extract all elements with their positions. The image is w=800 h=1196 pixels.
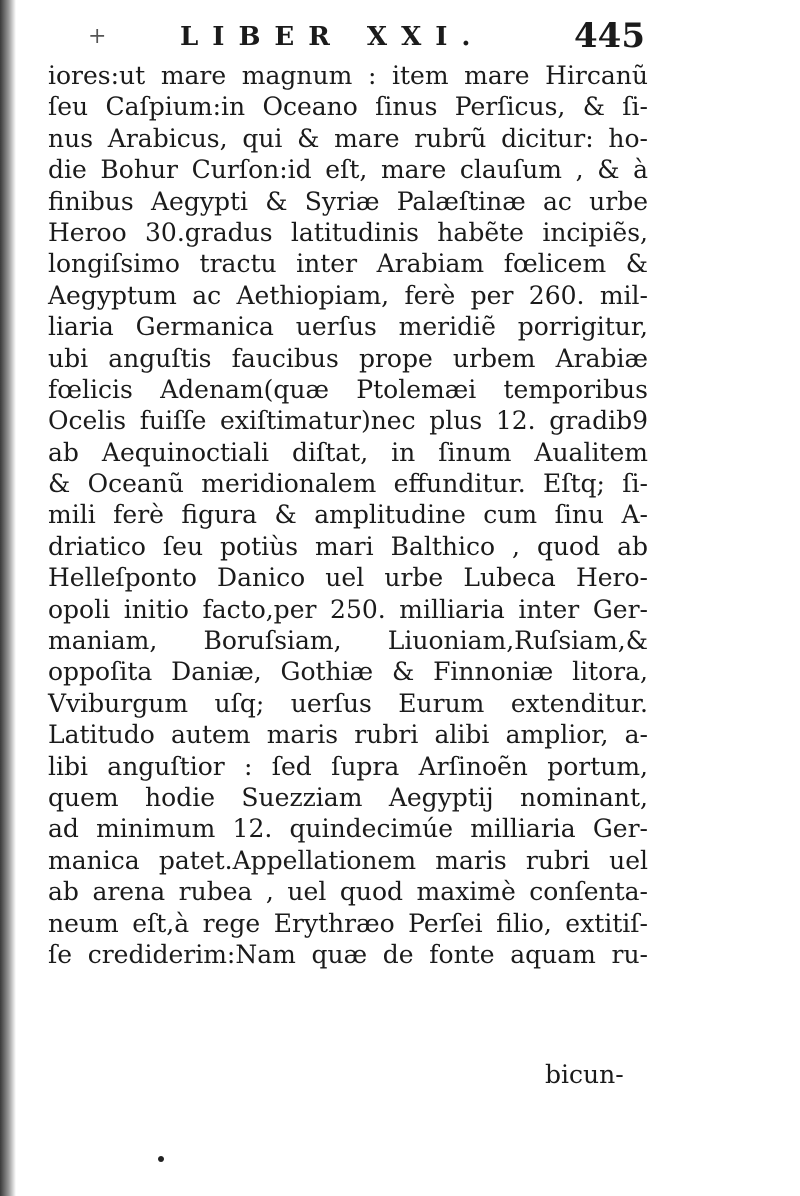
margin-mark: + <box>88 24 107 49</box>
text-line: driatico ſeu potiùs mari Balthico , quod ab <box>48 531 648 561</box>
text-line: ſeu Caſpium:in Oceano ſinus Perſicus, & ſi- <box>48 92 648 122</box>
text-line: longiſsimo tractu inter Arabiam fœlicem & <box>48 249 648 279</box>
text-line: manica patet.Appellationem maris rubri uel <box>48 845 648 875</box>
text-line: ubi anguſtis faucibus prope urbem Arabiæ <box>48 343 648 373</box>
text-line: Heroo 30.gradus latitudinis habẽte incipiẽs, <box>48 217 648 247</box>
text-line: neum eſt,à rege Erythræo Perſei filio, extitiſ- <box>48 908 648 938</box>
text-line: Latitudo autem maris rubri alibi amplior, a- <box>48 720 648 750</box>
text-line: Ocelis fuiſſe exiſtimatur)nec plus 12. gradib9 <box>48 406 648 436</box>
body-text <box>48 60 648 970</box>
text-line: Vviburgum uſq; uerſus Eurum extenditur. <box>48 688 648 718</box>
text-line: & Oceanũ meridionalem effunditur. Eſtq; ſi- <box>48 469 648 499</box>
text-line: maniam, Boruſsiam, Liuoniam,Ruſsiam,& <box>48 626 648 656</box>
ink-dot <box>158 1156 164 1162</box>
text-line: oppoſita Daniæ, Gothiæ & Finnoniæ litora, <box>48 657 648 687</box>
text-line: mili ferè figura & amplitudine cum ſinu A- <box>48 500 648 530</box>
text-line: ſe crediderim:Nam quæ de fonte aquam ru- <box>48 939 648 969</box>
text-line: ab arena rubea , uel quod maximè conſenta- <box>48 877 648 907</box>
text-line: liaria Germanica uerſus meridiẽ porrigitur, <box>48 312 648 342</box>
catchword: bicun- <box>545 1060 624 1089</box>
text-line: Helleſponto Danico uel urbe Lubeca Hero- <box>48 563 648 593</box>
text-line: libi anguſtior : ſed ſupra Arſinoẽn portum, <box>48 751 648 781</box>
text-line: Aegyptum ac Aethiopiam, ferè per 260. mil- <box>48 280 648 310</box>
text-line: finibus Aegypti & Syriæ Palæſtinæ ac urbe <box>48 186 648 216</box>
page-header <box>0 16 800 60</box>
page-edge-shadow <box>0 0 16 1196</box>
text-line: quem hodie Suezziam Aegyptij nominant, <box>48 782 648 812</box>
text-line: die Bohur Curſon:id eſt, mare clauſum , & à <box>48 155 648 185</box>
page-number: 445 <box>574 16 645 56</box>
text-line: ad minimum 12. quindecimúe milliaria Ger- <box>48 814 648 844</box>
text-line: iores:ut mare magnum : item mare Hircanũ <box>48 61 648 90</box>
text-line: opoli initio facto,per 250. milliaria inter Ger- <box>48 594 648 624</box>
text-line: ab Aequinoctiali diſtat, in ſinum Aualitem <box>48 437 648 467</box>
text-line: fœlicis Adenam(quæ Ptolemæi temporibus <box>48 374 648 404</box>
running-title: LIBER XXI. <box>180 22 485 52</box>
text-line: nus Arabicus, qui & mare rubrũ dicitur: ho- <box>48 123 648 153</box>
